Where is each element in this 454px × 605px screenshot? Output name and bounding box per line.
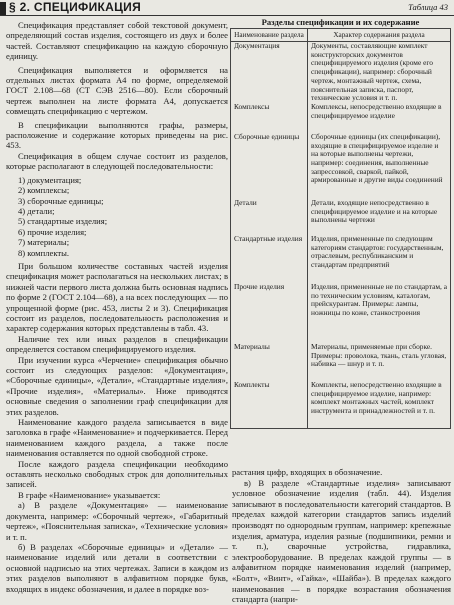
section-title: § 2. СПЕЦИФИКАЦИЯ xyxy=(9,0,142,14)
table-row xyxy=(231,133,451,199)
paragraph: Наличие тех или иных разделов в спецификации определяется составом специфицируемого изделия. xyxy=(6,333,228,355)
sections-table xyxy=(230,28,451,429)
paragraph: Спецификация представляет собой текстовой документ, определяющий состав изделия, состоящего из двух и более частей. Составляют спецификацию на каждую сборочную единицу. xyxy=(6,20,228,62)
paragraph: После каждого раздела спецификации необходимо оставлять несколько свободных строк для дополнительных записей. xyxy=(6,458,228,490)
section-content: Материалы, применяемые при сборке. Примеры: проволока, ткань, сталь угловая, набивка — шнур и т. п. xyxy=(308,343,451,381)
table-row xyxy=(231,199,451,235)
paragraph: При изучении курса «Черчение» спецификация обычно состоит из следующих разделов: «Документация», «Сборочные единицы», «Детали», «Стандартные изделия», «Прочие изделия», «Материалы». Ниже приводятся основные сведения о заполнении граф спецификации для этих разделов. xyxy=(6,354,228,417)
section-name: Детали xyxy=(231,199,308,235)
column-header: Наименование раздела xyxy=(231,29,308,42)
table-row xyxy=(231,381,451,429)
section-content: Документы, составляющие комплект конструкторских документов специфицируемого изделия (кроме его спецификации), например: сборочный чертеж, монтажный чертеж, схема, пояснительная записка, паспорт, технические условия и т. п. xyxy=(308,42,451,103)
table-row xyxy=(231,42,451,103)
section-content: Изделия, примененные не по стандартам, а по техническим условиям, каталогам, прейскурантам. Примеры: лампы, ножницы по коже, станкостроения xyxy=(308,283,451,343)
paragraph-continuation: растания цифр, входящих в обозначение. xyxy=(232,467,383,477)
left-column xyxy=(6,20,228,594)
section-name: Сборочные единицы xyxy=(231,133,308,199)
section-name: Комплекты xyxy=(231,381,308,429)
paragraph: В спецификации выполняются графы, размеры, расположение и содержание которых приведены на рис. 453. xyxy=(6,119,228,151)
paragraph: При большом количестве составных частей изделия спецификация может располагаться на нескольких листах; в нижней части первого листа должна быть основная надпись по форме 2 (ГОСТ 2.104—68), а на всех последующих — по упрощенной форме (рис. 453, листы 2 и 3). Спецификация состоит из разделов, последовательность расположения и характер содержания которых представлены в табл. 43. xyxy=(6,260,228,334)
section-name: Комплексы xyxy=(231,103,308,133)
paragraph: Спецификация выполняется и оформляется на отдельных листах формата А4 по форме, определяемой ГОСТ 2.108—68 (СТ СЭВ 2516—80). Если сборочный чертеж выполнен на листе формата А4, допускается совмещать спецификацию с чертежом. xyxy=(6,64,228,117)
list-item: 6) прочие изделия; xyxy=(18,226,87,237)
paragraph: в) В разделе «Стандартные изделия» записывают условное обозначение изделия (табл. 44). Изделия записывают в последовательности категорий стандартов. В пределах каждой категории стандартов запись изделий производят по однородным группам, например: крепежные изделия, арматура, изделия разные (подшипники, ремни и т. п.), сварочные устройства, гидравлика, электрооборудование. В пределах каждой группы — в алфавитном порядке наименования изделий (например, «Болт», «Винт», «Гайка», «Шайба»). В пределах каждого наименования — в порядке возрастания обозначения стандарта (напри- xyxy=(232,477,451,605)
section-content: Сборочные единицы (их спецификации), входящие в специфицируемое изделие и на которые выполнены чертежи, например: соединения, выполненные запрессовкой, сваркой, пайкой, армированные и другие виды соединений xyxy=(308,133,451,199)
section-name: Прочие изделия xyxy=(231,283,308,343)
paragraph: а) В разделе «Документация» — наименование документа, например: «Сборочный чертеж», «Габаритный чертеж», «Пояснительная записка», «Технические условия» и т. п. xyxy=(6,500,228,542)
table-43 xyxy=(230,17,451,429)
table-row xyxy=(231,235,451,283)
section-content: Изделия, примененные по следующим категориям стандартов: государственным, отраслевым, республиканским и стандартам предприятий xyxy=(308,235,451,283)
header-rule xyxy=(0,15,454,16)
page-header xyxy=(0,0,454,16)
list-item: 1) документация; xyxy=(18,174,82,185)
list-item: 4) детали; xyxy=(18,205,55,216)
list-item: 5) стандартные изделия; xyxy=(18,216,108,227)
list-item: 8) комплекты. xyxy=(18,247,70,258)
section-content: Комплексы, непосредственно входящие в специфицируемое изделие xyxy=(308,103,451,133)
paragraph: б) В разделах «Сборочные единицы» и «Детали» — наименование изделий или детали в соответствии с основной надписью на этих чертежах. Записи в каждом из этих разделов выполняют в алфавитном порядке букв, входящих в индекс обозначения, и далее в порядке воз- xyxy=(6,541,228,594)
column-header: Характер содержания раздела xyxy=(308,29,451,42)
section-name: Стандартные изделия xyxy=(231,235,308,283)
list-item: 2) комплексы; xyxy=(18,185,70,196)
section-name: Документация xyxy=(231,42,308,103)
table-number: Таблица 43 xyxy=(408,2,448,12)
table-title: Разделы спецификации и их содержание xyxy=(261,17,420,27)
table-row xyxy=(231,283,451,343)
header-marker xyxy=(0,2,6,15)
paragraph: Спецификация в общем случае состоит из разделов, которые располагают в следующей последовательности: xyxy=(6,150,228,172)
section-content: Детали, входящие непосредственно в специфицируемое изделие и на которые выполнены чертежи xyxy=(308,199,451,235)
right-column-text xyxy=(232,467,451,605)
list-item: 7) материалы; xyxy=(18,237,70,248)
table-row xyxy=(231,103,451,133)
list-item: 3) сборочные единицы; xyxy=(18,195,104,206)
section-name: Материалы xyxy=(231,343,308,381)
paragraph: В графе «Наименование» указывается: xyxy=(18,489,161,500)
table-row xyxy=(231,343,451,381)
section-content: Комплекты, непосредственно входящие в специфицируемое изделие, например: комплект монтажных частей, комплект инструмента и принадлежностей и т. п. xyxy=(308,381,451,429)
paragraph: Наименование каждого раздела записывается в виде заголовка в графе «Наименование» и подчеркивается. Перед наименованием каждого раздела, а также после наименования оставляется по одной свободной строке. xyxy=(6,417,228,459)
